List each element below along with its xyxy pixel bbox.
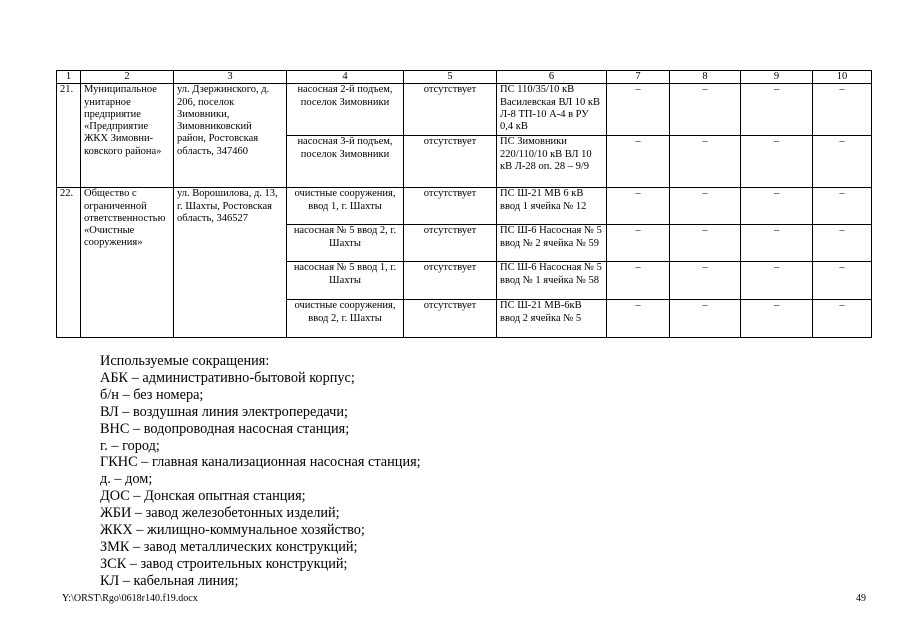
col7-value: – xyxy=(607,136,670,188)
abbreviations-heading: Используемые сокращения: xyxy=(100,353,270,369)
col7-value: – xyxy=(607,262,670,300)
col10-value: – xyxy=(813,84,872,136)
data-table xyxy=(56,70,872,338)
col7-value: – xyxy=(607,188,670,225)
col9-value: – xyxy=(741,84,813,136)
table-row xyxy=(57,84,872,136)
object-name: очистные сооружения, ввод 1, г. Шахты xyxy=(287,188,404,225)
object-name: насосная 2-й подъем, поселок Зимовники xyxy=(287,84,404,136)
col8-value: – xyxy=(670,136,741,188)
abbreviation-item: б/н – без номера; xyxy=(100,386,204,403)
header-cell: 8 xyxy=(670,71,741,84)
col8-value: – xyxy=(670,225,741,262)
col10-value: – xyxy=(813,262,872,300)
power-source: ПС Ш-6 Насосная № 5 ввод № 2 ячейка № 59 xyxy=(497,225,607,262)
col7-value: – xyxy=(607,84,670,136)
abbreviation-item: ЖКХ – жилищно-коммунальное хозяйство; xyxy=(100,522,365,539)
object-name: насосная № 5 ввод 2, г. Шахты xyxy=(287,225,404,262)
page-number: 49 xyxy=(856,593,866,604)
col7-value: – xyxy=(607,300,670,338)
header-cell: 9 xyxy=(741,71,813,84)
header-cell: 4 xyxy=(287,71,404,84)
col9-value: – xyxy=(741,188,813,225)
abbreviation-item: г. – город; xyxy=(100,437,160,454)
col10-value: – xyxy=(813,225,872,262)
abbreviation-item: д. – дом; xyxy=(100,471,153,488)
abbreviation-item: КЛ – кабельная линия; xyxy=(100,572,239,589)
object-name: насосная 3-й подъем, поселок Зимовники xyxy=(287,136,404,188)
object-name: насосная № 5 ввод 1, г. Шахты xyxy=(287,262,404,300)
organization-name: Общество с ограниченной ответственностью «Очистные сооружения» xyxy=(81,188,174,338)
object-name: очистные сооружения, ввод 2, г. Шахты xyxy=(287,300,404,338)
row-number: 22. xyxy=(57,188,81,338)
col9-value: – xyxy=(741,262,813,300)
abbreviation-item: ГКНС – главная канализационная насосная станция; xyxy=(100,454,421,471)
header-cell: 1 xyxy=(57,71,81,84)
abbreviation-item: ЗСК – завод строительных конструкций; xyxy=(100,555,348,572)
abbreviation-item: ЗМК – завод металлических конструкций; xyxy=(100,538,358,555)
header-cell: 2 xyxy=(81,71,174,84)
power-source: ПС 110/35/10 кВ Василевская ВЛ 10 кВ Л-8 ТП-10 А-4 в РУ 0,4 кВ xyxy=(497,84,607,136)
table-header-row xyxy=(57,71,872,84)
organization-address: ул. Ворошилова, д. 13, г. Шахты, Ростовская область, 346527 xyxy=(174,188,287,338)
col10-value: – xyxy=(813,136,872,188)
abbreviation-item: АБК – административно-бытовой корпус; xyxy=(100,369,355,386)
header-cell: 5 xyxy=(404,71,497,84)
power-source: ПС Ш-21 МВ 6 кВ ввод 1 ячейка № 12 xyxy=(497,188,607,225)
col9-value: – xyxy=(741,225,813,262)
power-source: ПС Ш-6 Насосная № 5 ввод № 1 ячейка № 58 xyxy=(497,262,607,300)
organization-address: ул. Дзержинского, д. 206, поселок Зимовники, Зимовниковский район, Ростовская область, 347460 xyxy=(174,84,287,188)
row-number: 21. xyxy=(57,84,81,188)
organization-name: Муниципальное унитарное предприятие «Предприятие ЖКХ Зимовни-ковского района» xyxy=(81,84,174,188)
col10-value: – xyxy=(813,188,872,225)
col8-value: – xyxy=(670,262,741,300)
header-cell: 3 xyxy=(174,71,287,84)
object-status: отсутствует xyxy=(404,300,497,338)
object-status: отсутствует xyxy=(404,262,497,300)
footer-file-path: Y:\ORST\Rgo\0618r140.f19.docx xyxy=(62,593,198,604)
header-cell: 6 xyxy=(497,71,607,84)
power-source: ПС Ш-21 МВ-6кВ ввод 2 ячейка № 5 xyxy=(497,300,607,338)
abbreviation-item: ЖБИ – завод железобетонных изделий; xyxy=(100,505,340,522)
abbreviation-item: ДОС – Донская опытная станция; xyxy=(100,488,306,505)
abbreviation-item: ВЛ – воздушная линия электропередачи; xyxy=(100,403,348,420)
col8-value: – xyxy=(670,300,741,338)
object-status: отсутствует xyxy=(404,136,497,188)
col9-value: – xyxy=(741,300,813,338)
header-cell: 10 xyxy=(813,71,872,84)
col9-value: – xyxy=(741,136,813,188)
table-row xyxy=(57,188,872,225)
object-status: отсутствует xyxy=(404,84,497,136)
col8-value: – xyxy=(670,188,741,225)
col10-value: – xyxy=(813,300,872,338)
object-status: отсутствует xyxy=(404,188,497,225)
col7-value: – xyxy=(607,225,670,262)
header-cell: 7 xyxy=(607,71,670,84)
abbreviations-list xyxy=(100,353,421,590)
abbreviation-item: ВНС – водопроводная насосная станция; xyxy=(100,420,350,437)
power-source: ПС Зимовники 220/110/10 кВ ВЛ 10 кВ Л-28 оп. 28 – 9/9 xyxy=(497,136,607,188)
object-status: отсутствует xyxy=(404,225,497,262)
col8-value: – xyxy=(670,84,741,136)
